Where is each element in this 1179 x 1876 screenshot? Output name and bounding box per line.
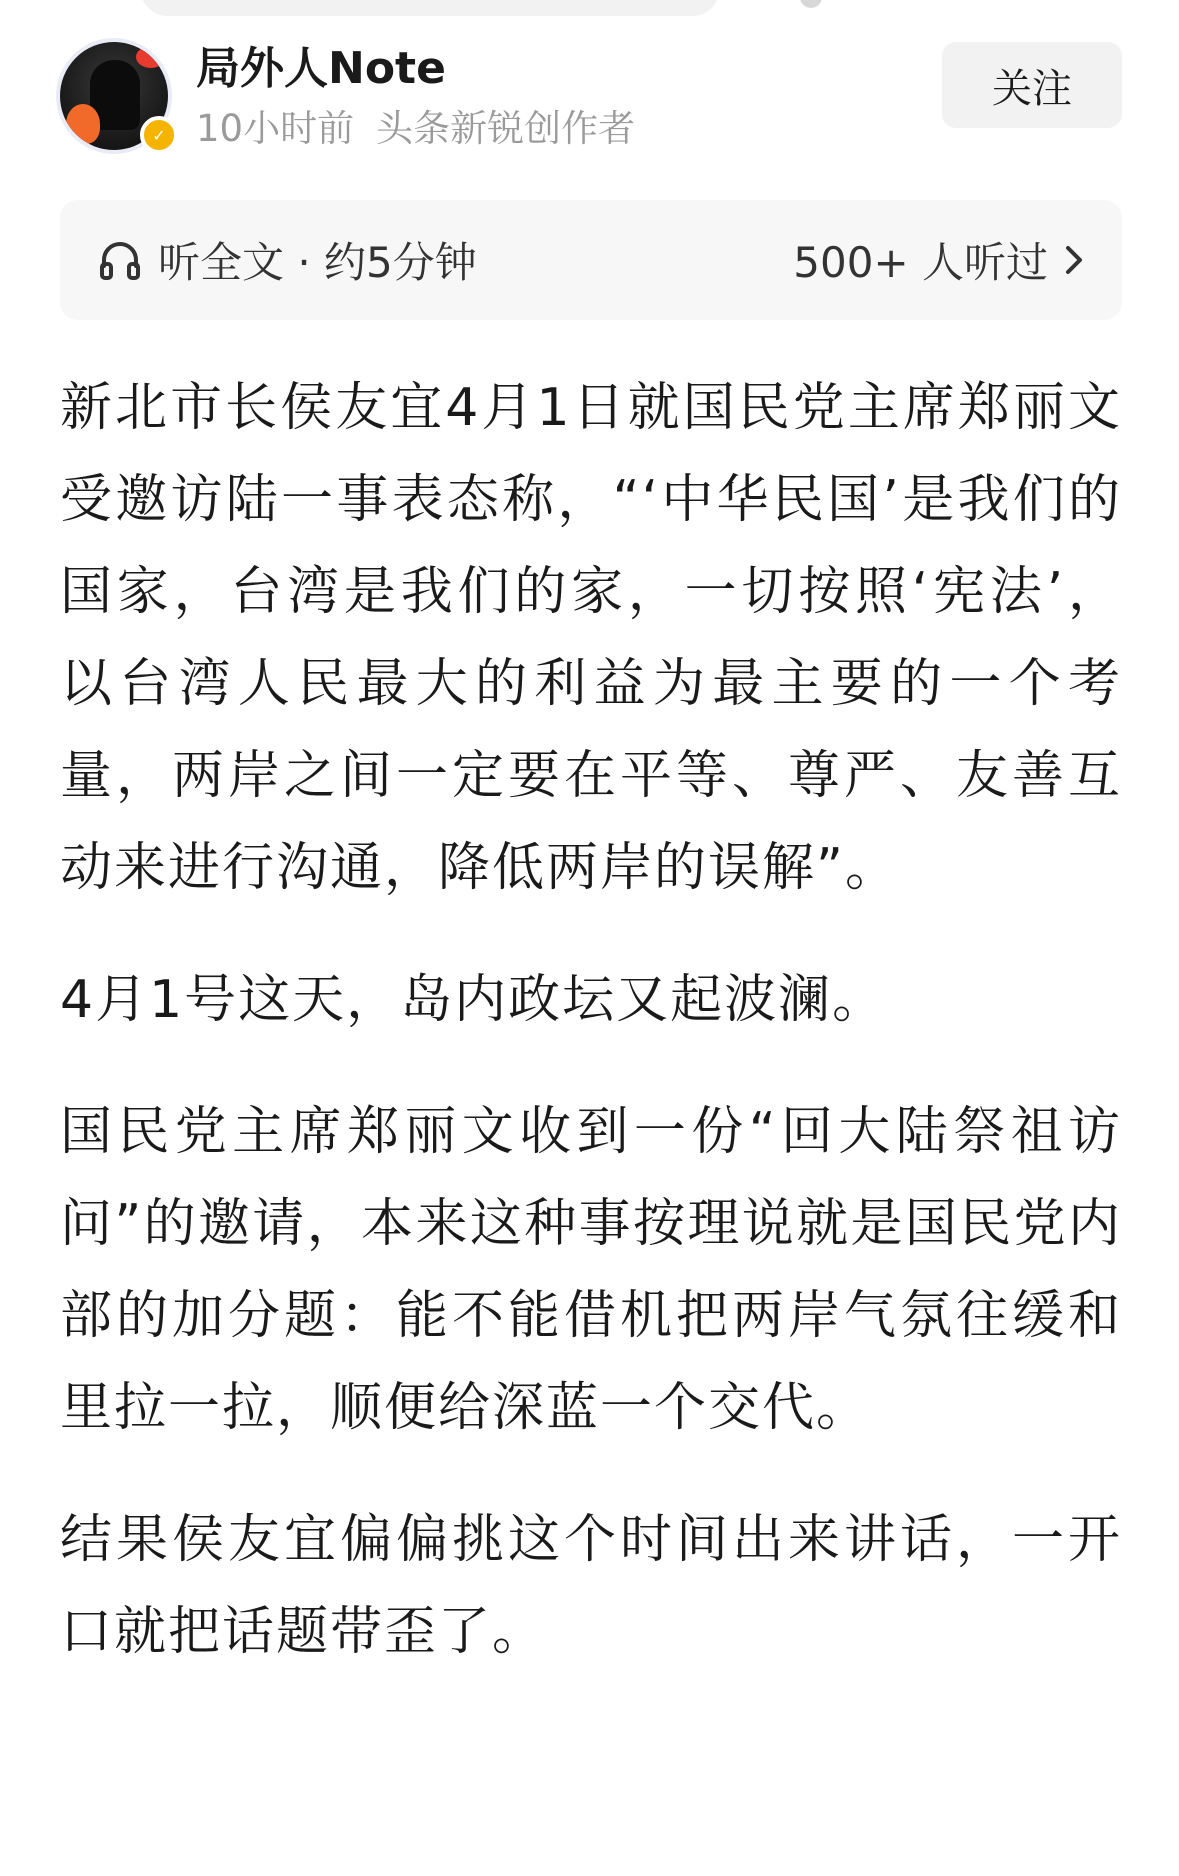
author-header [56, 30, 1122, 150]
article-paragraph: 新北市长侯友宜4月1日就国民党主席郑丽文受邀访陆一事表态称，“‘中华民国’是我们的国家，台湾是我们的家，一切按照‘宪法’，以台湾人民最大的利益为最主要的一个考量，两岸之间一定要在平等、尊严、友善互动来进行沟通，降低两岸的误解”。 [60, 378, 1122, 898]
article-body [60, 362, 1122, 1718]
listen-count: 500+ 人听过 [793, 238, 1048, 287]
listen-full-text-bar[interactable] [60, 200, 1122, 320]
listen-left [96, 200, 477, 320]
verified-badge-icon: ✓ [140, 116, 178, 154]
chevron-right-icon [1060, 242, 1088, 278]
author-title: 头条新锐创作者 [376, 107, 636, 150]
post-time: 10小时前 [196, 107, 355, 150]
avatar-decoration [66, 104, 100, 144]
search-bar-edge[interactable] [140, 0, 720, 16]
article-paragraph: 结果侯友宜偏偏挑这个时间出来讲话，一开口就把话题带歪了。 [60, 1510, 1122, 1662]
follow-button[interactable]: 关注 [942, 42, 1122, 128]
avatar-decoration [136, 46, 166, 68]
article-paragraph: 4月1号这天，岛内政坛又起波澜。 [60, 970, 887, 1030]
listen-label: 听全文 · 约5分钟 [158, 238, 477, 287]
toolbar-icon-edge[interactable] [800, 0, 822, 8]
listen-right [793, 200, 1088, 320]
article-paragraph: 国民党主席郑丽文收到一份“回大陆祭祖访问”的邀请，本来这种事按理说就是国民党内部的加分题：能不能借机把两岸气氛往缓和里拉一拉，顺便给深蓝一个交代。 [60, 1102, 1122, 1438]
author-name[interactable]: 局外人Note [196, 43, 446, 94]
author-meta [196, 98, 635, 152]
headphone-icon [96, 236, 144, 284]
